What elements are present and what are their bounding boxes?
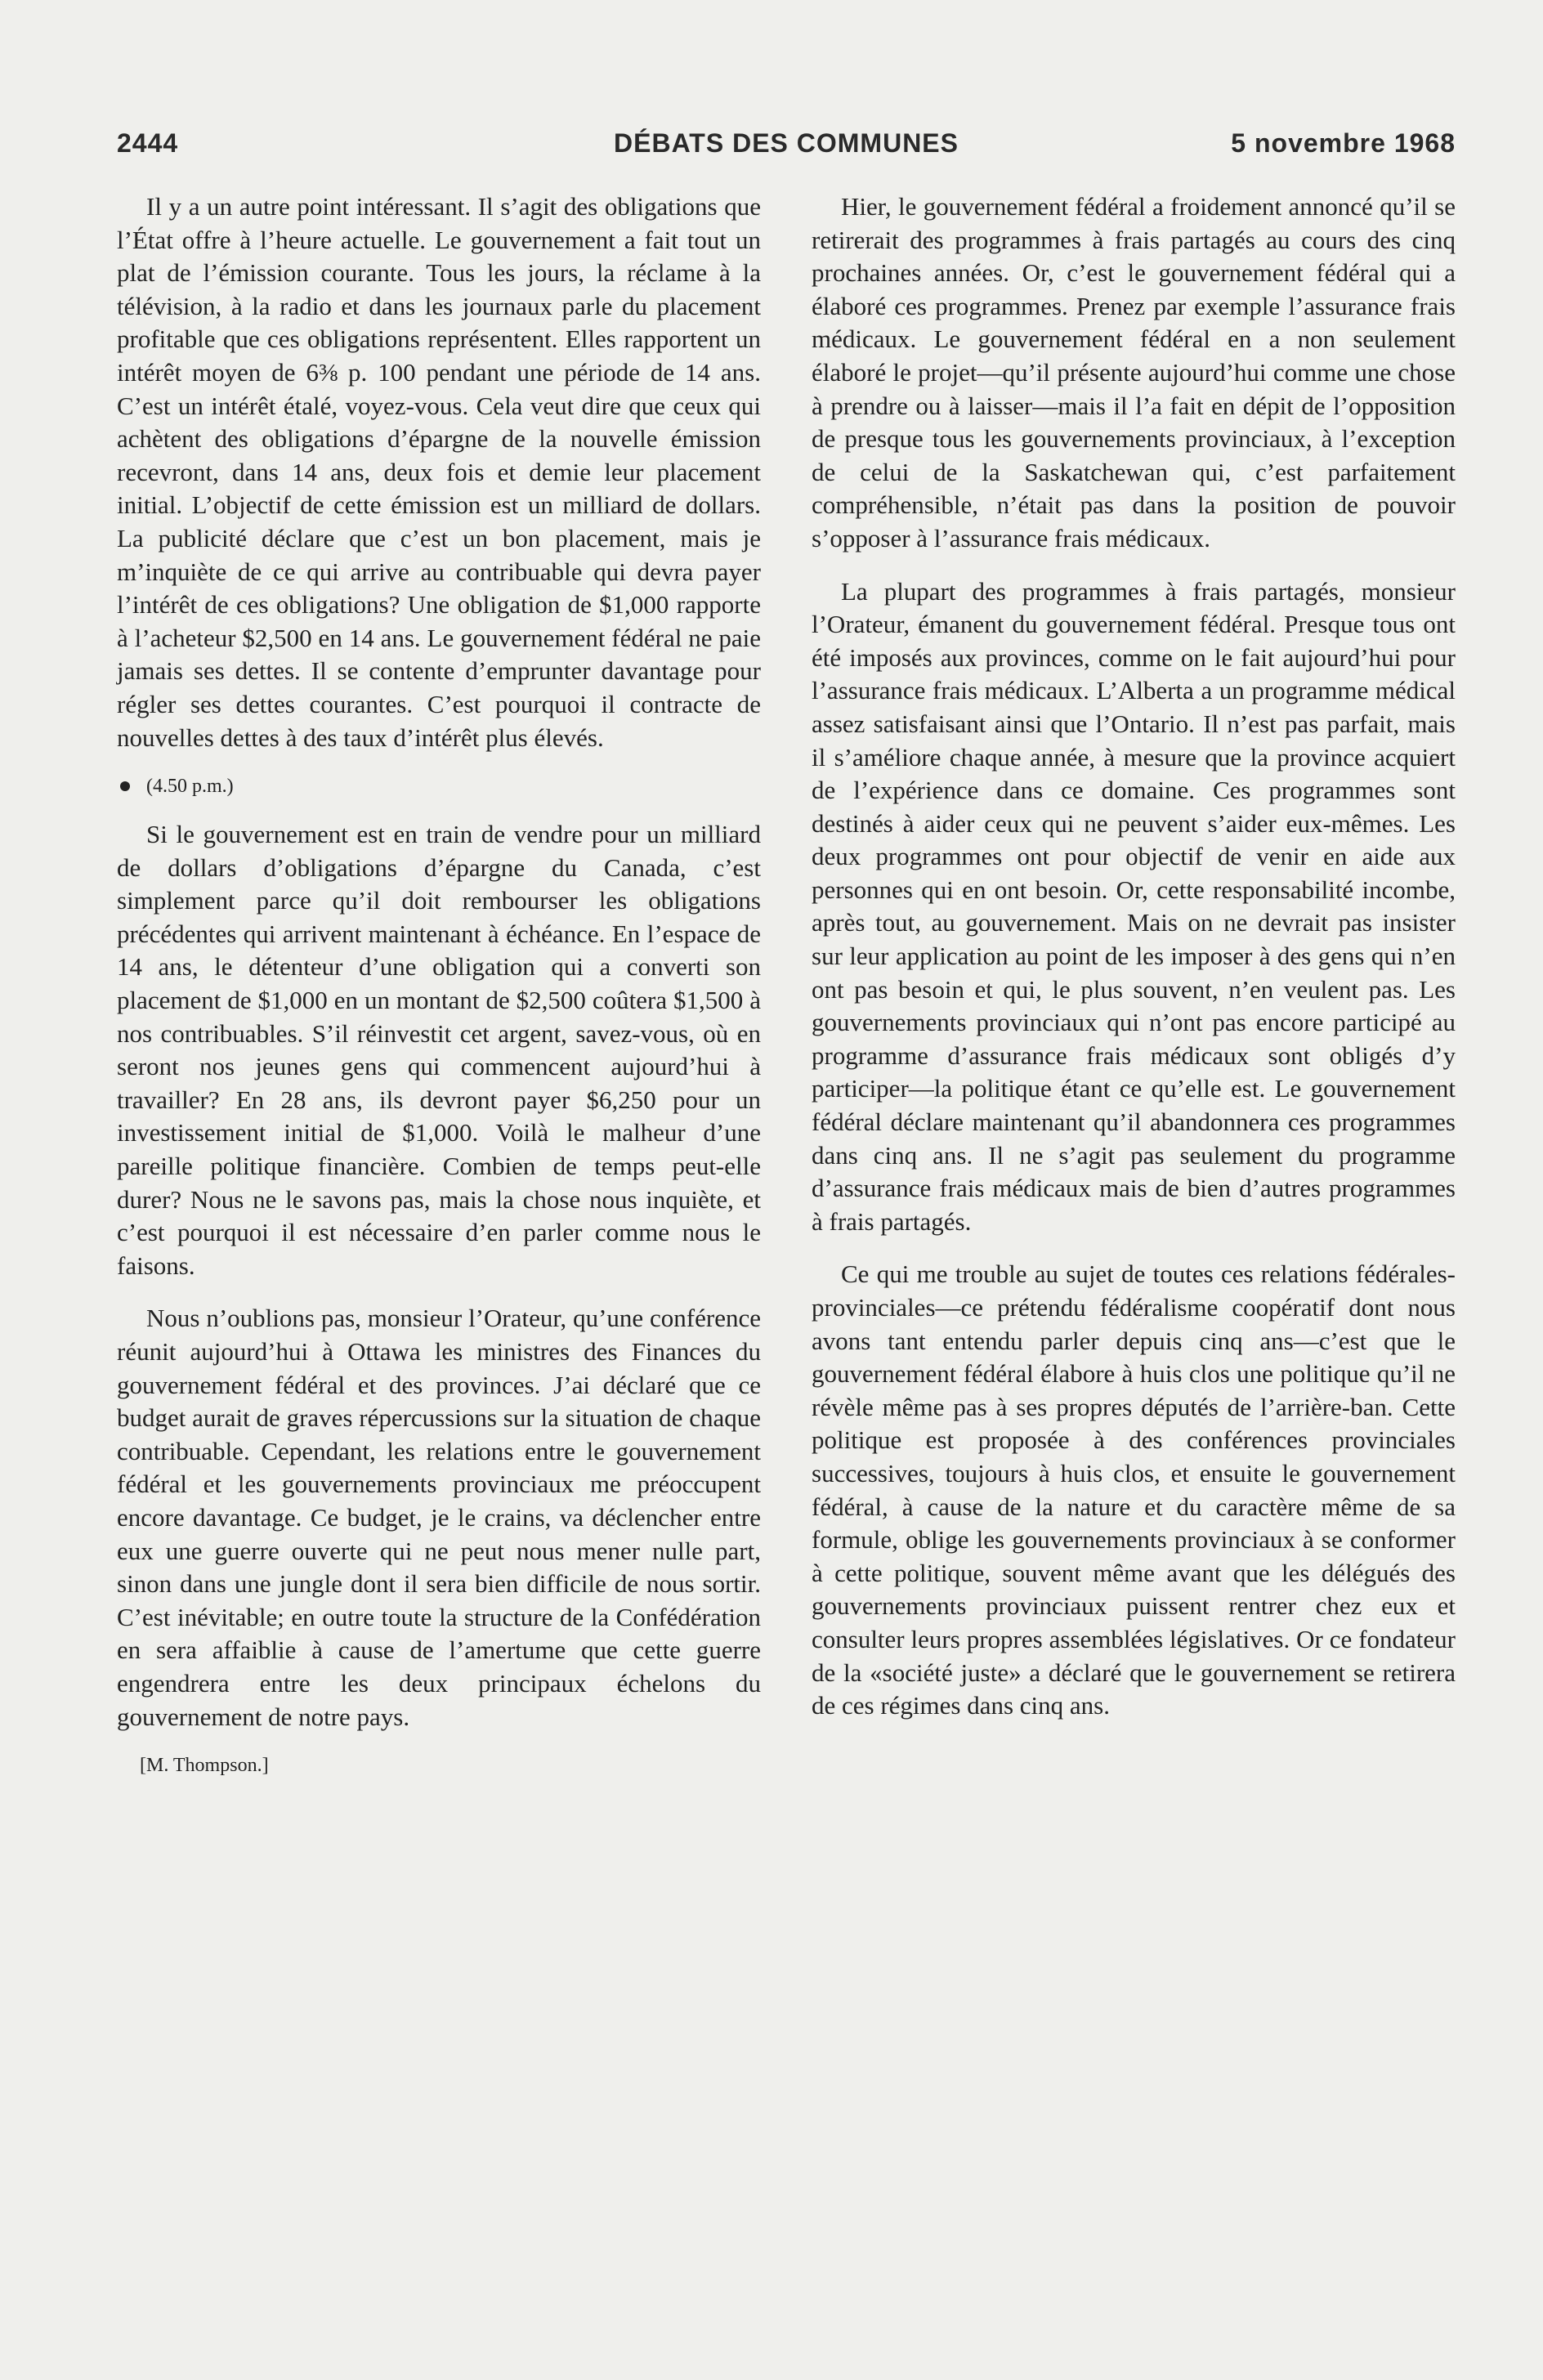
time-marker-text: (4.50 p.m.) <box>146 776 234 798</box>
right-paragraph-1: Hier, le gouvernement fédéral a froidement annoncé qu’il se retirerait des programmes à frais partagés au cours des cinq prochaines années. Or, c’est le gouvernement fédéral qui a élaboré ces programmes. Prenez par exemple l’assurance frais médicaux. Le gouvernement fédéral en a non seulement élaboré le projet—qu’il présente aujourd’hui comme une chose à prendre ou à laisser—mais il l’a fait en dépit de l’opposition de presque tous les gouvernements provinciaux, à l’exception de celui de la Saskatchewan qui, c’est parfaitement compréhensible, n’était pas dans la position de pouvoir s’opposer à l’assurance frais médicaux. <box>812 192 1456 552</box>
page-date: 5 novembre 1968 <box>1231 128 1456 158</box>
speaker-attribution: [M. Thompson.] <box>140 1755 269 1777</box>
text-columns <box>117 190 1456 1778</box>
left-paragraph-1: Il y a un autre point intéressant. Il s’agit des obligations que l’État offre à l’heure actuelle. Le gouvernement a fait tout un plat de l’émission courante. Tous les jours, la réclame à la télévision, à la radio et dans les journaux parle du placement profitable que ces obligations représentent. Elles rapportent un intérêt moyen de 6⅜ p. 100 pendant une période de 14 ans. C’est un intérêt étalé, voyez-vous. Cela veut dire que ceux qui achètent des obligations d’épargne de la nouvelle émission recevront, dans 14 ans, deux fois et demie leur placement initial. L’objectif de cette émission est un milliard de dollars. La publicité déclare que c’est un bon placement, mais je m’inquiète de ce qui arrive au contribuable qui devra payer l’intérêt de ces obligations? Une obligation de $1,000 rapporte à l’acheteur $2,500 en 14 ans. Le gouvernement fédéral ne paie jamais ses dettes. Il se contente d’emprunter davantage pour régler ses dettes courantes. C’est pourquoi il contracte de nouvelles dettes à des taux d’intérêt plus élevés. <box>117 192 761 752</box>
left-paragraph-3: Nous n’oublions pas, monsieur l’Orateur, qu’une conférence réunit aujourd’hui à Ottawa les ministres des Finances du gouvernement fédéral et des provinces. J’ai déclaré que ce budget aurait de graves répercussions sur la situation de chaque contribuable. Cependant, les relations entre le gouvernement fédéral et les gouvernements provinciaux me préoccupent encore davantage. Ce budget, je le crains, va déclencher entre eux une guerre ouverte qui ne peut nous mener nulle part, sinon dans une jungle dont il sera bien difficile de nous sortir. C’est inévitable; en outre toute la structure de la Confédération en sera affaiblie à cause de l’amertume que cette guerre engendrera entre les deux principaux échelons du gouvernement de notre pays. <box>117 1304 761 1731</box>
publication-title: DÉBATS DES COMMUNES <box>614 128 959 158</box>
left-column <box>117 190 761 1778</box>
page-header <box>117 123 1456 163</box>
bullet-icon <box>120 781 130 791</box>
time-marker <box>117 774 761 799</box>
page-number: 2444 <box>117 128 179 158</box>
right-paragraph-2: La plupart des programmes à frais partagés, monsieur l’Orateur, émanent du gouvernement fédéral. Presque tous ont été imposés aux provinces, comme on le fait aujourd’hui pour l’assurance frais médicaux. L’Alberta a un programme médical assez satisfaisant ainsi que l’Ontario. Il n’est pas parfait, mais il s’améliore chaque année, à mesure que la province acquiert de l’expérience dans ce domaine. Ces programmes sont destinés à aider ceux qui ne peuvent s’aider eux-mêmes. Les deux programmes ont pour objectif de venir en aide aux personnes qui en ont besoin. Or, cette responsabilité incombe, après tout, au gouvernement. Mais on ne devrait pas insister sur leur application au point de les imposer à des gens qui n’en ont pas besoin et qui, le plus souvent, n’en veulent pas. Les gouvernements provinciaux qui n’ont pas encore participé au programme d’assurance frais médicaux sont obligés d’y participer—la politique étant ce qu’elle est. Le gouvernement fédéral déclare maintenant qu’il abandonnera ces programmes dans cinq ans. Il ne s’agit pas seulement du programme d’assurance frais médicaux mais de bien d’autres programmes à frais partagés. <box>812 576 1456 1236</box>
right-column <box>812 190 1456 1778</box>
left-paragraph-2: Si le gouvernement est en train de vendre pour un milliard de dollars d’obligations d’épargne du Canada, c’est simplement parce qu’il doit rembourser les obligations précédentes qui arrivent maintenant à échéance. En l’espace de 14 ans, le détenteur d’une obligation qui a converti son placement de $1,000 en un montant de $2,500 coûtera $1,500 à nos contribuables. S’il réinvestit cet argent, savez-vous, où en seront nos jeunes gens qui commencent aujourd’hui à travailler? En 28 ans, ils devront payer $6,250 pour un investissement initial de $1,000. Voilà le malheur d’une pareille politique financière. Combien de temps peut-elle durer? Nous ne le savons pas, mais la chose nous inquiète, et c’est pourquoi il est nécessaire d’en parler comme nous le faisons. <box>117 820 761 1280</box>
right-paragraph-3: Ce qui me trouble au sujet de toutes ces relations fédérales-provinciales—ce prétendu fédéralisme coopératif dont nous avons tant entendu parler depuis cinq ans—c’est que le gouvernement fédéral élabore à huis clos une politique qu’il ne révèle même pas à ses propres députés de l’arrière-ban. Cette politique est proposée à des conférences provinciales successives, toujours à huis clos, et ensuite le gouvernement fédéral, à cause de la nature et du caractère même de sa formule, oblige les gouvernements provinciaux à se conformer à cette politique, souvent même avant que les délégués des gouvernements provinciaux puissent rentrer chez eux et consulter leurs propres assemblées législatives. Or ce fondateur de la «société juste» a déclaré que le gouvernement se retirera de ces régimes dans cinq ans. <box>812 1259 1456 1720</box>
